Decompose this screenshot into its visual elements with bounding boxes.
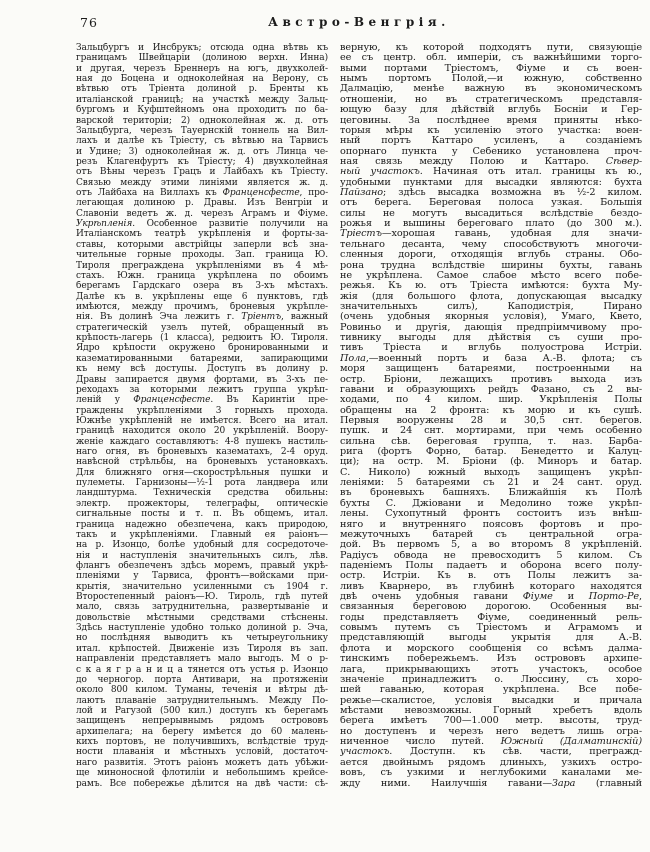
text-line: режье—скалистое, условія высадки и причала [340,695,642,706]
text-line: сильна сѣв. береговая группа, т. наз. Барба- [340,436,642,447]
text-line: двѣ очень удобныя гавани Фіуме и Порто-Ре, [340,592,642,603]
text-line: вѣтвью отъ Тріента долиной р. Бренты къ [76,84,328,95]
text-line: няго и внутренняго поясовъ фортовъ и про- [340,519,642,530]
text-line: удобными пунктами для высадки являются: бухта [340,177,642,188]
text-line: значительныхъ силъ), Каподистрія, Пирано [340,301,642,312]
text-line: верную, къ которой подходятъ пути, связующіе [340,43,642,53]
text-line: лены. Сухопутный фронтъ состоитъ изъ внѣш- [340,509,642,520]
text-line: представляющій выгоды укрытія для А.-В. [340,633,642,644]
text-line: леній у Франценсфесте. Въ Каринтіи пре- [76,395,328,406]
text-line: Пола,—военный портъ и база А.-В. флота; съ [340,353,642,364]
text-line: Италіанскомъ театрѣ укрѣпленія и форты-за- [76,229,328,240]
text-line: шей гаванью, которая укрѣплена. Все побе- [340,685,642,696]
text-line: паденіемъ Полы падаетъ и оборона всего полу- [340,560,642,571]
text-line: довольствіе мѣстными средствами стѣснены. [76,612,328,623]
text-line: Укрѣпленія. Особенное развитіе получили на [76,219,328,230]
left-column [76,43,328,789]
text-line: дой. Въ первомъ 5, а во второмъ 8 укрѣпленій. [340,540,642,551]
text-line: ный портъ Каттаро усиленъ, а созданіемъ [340,136,642,147]
text-line: стахъ. Южн. граница укрѣплена по обоимъ [76,270,328,281]
text-line: рожья и вышины береговаго плато (до 300 м.). [340,219,642,230]
text-line: отъ Вѣны черезъ Грацъ и Лайбахъ къ Тріесту. [76,167,328,178]
text-line: италіанской границѣ; на участкѣ между Зальц- [76,94,328,105]
text-line: около 800 килом. Туманы, теченія и вѣтры дѣ- [76,685,328,696]
text-line: ный участокъ. Начиная отъ итал. границы къ ю., [340,167,642,178]
text-line: рамъ. Все побережье дѣлится на двѣ части: сѣ- [76,778,328,789]
text-line: ниченное число путей. Южный (Далматинскій) [340,737,642,748]
text-line: наго огня, въ броневыхъ казематахъ, 2-4 оруд. [76,447,328,458]
text-line: навѣсной стрѣльбы, на броневыхъ установкахъ. [76,457,328,468]
text-line: моря защищенъ батареями, построенными на [340,364,642,375]
text-line: Тріестъ—хорошая гавань, удобная для значи- [340,229,642,240]
text-line: сленныя дороги, отходящія вглубь страны. Обо- [340,250,642,261]
text-line: крытія, значительно усиленными съ 1904 г. [76,581,328,592]
text-line: режья. Къ ю. отъ Тріеста имѣются: бухта Му- [340,281,642,292]
text-line: жду ними. Наилучшія гавани—Зара (главный [340,778,642,789]
text-line: С. Николо) южный выходъ защищенъ укрѣп- [340,467,642,478]
text-line: стратегическій узелъ путей, обращенный въ [76,322,328,333]
text-line: пулеметы. Гарнизоны—½-1 рота ландвера или [76,478,328,489]
text-line: гавани и образующихъ рейдъ Фазано, съ 2 вы- [340,384,642,395]
text-line: берега имѣетъ 700—1.000 метр. высоты, труд- [340,716,642,727]
text-line: тивнику выгоды для дѣйствія съ суши про- [340,333,642,344]
text-line: такъ и укрѣпленіями. Главный ея раіонъ— [76,529,328,540]
text-line: межуточныхъ батарей съ центральной огра- [340,529,642,540]
text-line: граждены укрѣпленіями 3 горныхъ прохода. [76,405,328,416]
text-line: бухты С. Джіовани и Медолино тоже укрѣп- [340,498,642,509]
text-line: ландштурма. Техническія средства обильны: [76,488,328,499]
text-line: выми портами Тріестомъ, Фіуме и съ воен- [340,63,642,74]
text-line: отношеніи, но въ стратегическомъ представля- [340,94,642,105]
text-line: леніями: 5 батареями съ 21 и 24 сант. оруд. [340,478,642,489]
text-line: Первыя вооружены 28 и 30,5 снт. берегов. [340,415,642,426]
text-line: Далѣе къ в. укрѣплены еще 6 пунктовъ, гдѣ [76,291,328,302]
text-line: электр. прожекторы, телеграфы, оптическіе [76,498,328,509]
text-line: совымъ путемъ съ Тріестомъ и Аграмомъ и [340,623,642,634]
text-line: до черногор. порта Антивари, на протяженіи [76,674,328,685]
text-line: имѣются, между прочимъ, броневыя укрѣпле- [76,301,328,312]
text-line: нымъ портомъ Полой,—и южную, собственно [340,74,642,85]
text-line: цеговины. За послѣднее время приняты нѣко- [340,115,642,126]
text-line: пленіями у Тарвиса, фронтъ—войсками при- [76,571,328,582]
text-line: берегамъ Гардскаго озера въ 3-хъ мѣстахъ. [76,281,328,292]
text-line: ее съ центр. обл. имперіи, съ важнѣйшими торго- [340,53,642,64]
text-line: тивъ Тріеста и вглубь полуострова Истріи. [340,343,642,354]
text-line: флангъ обезпеченъ здѣсь моремъ, правый укрѣ- [76,560,328,571]
text-line: лага, прикрывающихъ этотъ участокъ, особое [340,664,642,675]
text-line: участокъ. Доступн. къ сѣв. части, прегражд- [340,747,642,758]
text-line: бургомъ и Куфштейномъ она проходитъ по ба- [76,105,328,116]
text-line: отъ берега. Береговая полоса узкая. Большія [340,198,642,209]
text-line: защищенъ непрерывнымъ рядомъ острововъ [76,716,328,727]
text-line: мѣстами невозможны. Горный хребетъ вдоль [340,706,642,716]
text-line: ности плаванія и мѣстныхъ условій, достаточ- [76,747,328,758]
text-line: силы не могутъ высадиться вслѣдствіе бездо- [340,208,642,219]
text-line: пушк. и 24 снт. мортирами, при чемъ особенно [340,426,642,437]
text-line: лой и Рагузой (500 кил.) доступъ къ берегамъ [76,706,328,716]
text-line: кихъ портовъ, не получившихъ, вслѣдствіе труд- [76,737,328,748]
text-line: мало, связь затруднительна, развертываніе и [76,602,328,613]
text-line: границѣ находится около 20 укрѣпленій. Воору- [76,426,328,437]
text-line: женіе каждаго составляютъ: 4-8 пушекъ настиль- [76,436,328,447]
text-line: ная связь между Полою и Каттаро. Сѣвер- [340,156,642,167]
text-line: Ровиньо и другія, дающія предпріимчивому про- [340,322,642,333]
text-line: тинскимъ побережьемъ. Изъ острововъ архипе- [340,654,642,665]
text-line: Второстепенный раіонъ—Ю. Тироль, гдѣ путей [76,592,328,603]
text-line: опорнаго пункта у Себенико установлена проч- [340,146,642,157]
text-line: чительные горные проходы. Зап. граница Ю. [76,250,328,261]
text-line: сигнальные посты и т. п. Въ общемъ, итал. [76,509,328,520]
text-line: граница надежно обезпечена, какъ природою, [76,519,328,530]
text-line: с к а я г р а н и ц а тянется отъ устья р. Изонцо [76,664,328,675]
text-line: варской територіи; 2) одноколейная ж. д. отъ [76,115,328,126]
text-line: Славоніи ведетъ ж. д. черезъ Аграмъ и Фіуме. [76,208,328,219]
text-line: рона трудна вслѣдствіе ширины бухты, гавань [340,260,642,271]
text-line: жія (для большого флота, допускающая высадку [340,291,642,302]
text-line: казематированными батареями, запирающими [76,353,328,364]
text-line: архипелага; на берегу имѣется до 60 малень- [76,726,328,737]
text-line: лахъ и далѣе къ Тріесту, съ вѣтвью на Тарвисъ [76,136,328,147]
text-line: Южнѣе укрѣпленій не имѣется. Всего на итал. [76,415,328,426]
text-line: ходами, по 4 килом. шир. Укрѣпленія Полы [340,395,642,406]
text-line: къ нему всѣ доступы. Доступъ въ долину р. [76,364,328,375]
text-line: Зальцбургъ и Инсбрукъ; отсюда одна вѣтвь къ [76,43,328,53]
text-line: ци); на остр. М. Бріони (ф. Миноръ и батар. [340,457,642,468]
text-line: направленіи представляетъ мало выгодъ. М о р- [76,654,328,665]
text-line: Зальцбурга, черезъ Тауернскій тоннель на Вил- [76,125,328,136]
text-line: флота и морского сообщенія со всѣмъ далма- [340,643,642,654]
text-line: ливъ Кварнеро, въ глубинѣ котораго находятся [340,581,642,592]
right-column [340,43,642,789]
text-line: Здѣсь наступленіе удобно только долиной р. Эча, [76,623,328,634]
text-line: и другая, черезъ Бреннеръ на югъ, двухколей- [76,63,328,74]
text-line: но доступенъ и черезъ него ведетъ лишь огра- [340,726,642,737]
text-line: ная до Боцена и одноколейная на Верону, съ [76,74,328,85]
text-line: но послѣдняя выводитъ къ четыреугольнику [76,633,328,644]
text-line: границамъ Швейцаріи (долиною верхн. Инна) [76,53,328,64]
text-line: Дравы запирается двумя фортами, въ 3-хъ пе- [76,374,328,385]
text-line: и Удине; 3) одноколейная ж. д. отъ Линца че- [76,146,328,157]
text-line: вовъ, съ узкими и неглубокими каналами ме- [340,768,642,779]
page-number: 76 [80,15,98,30]
page-title: Австро-Венгрія. [268,15,450,29]
text-line: нія и наступленія значительныхъ силъ, лѣв. [76,550,328,561]
text-line: нія. Въ долинѣ Эча лежитъ г. Тріентъ, важный [76,312,328,323]
text-line: итал. крѣпостей. Движеніе изъ Тироля въ зап. [76,643,328,654]
text-line: Для ближняго огня—скорострѣльныя пушки и [76,467,328,478]
text-line: тельнаго десанта, чему способствуютъ многочи- [340,239,642,250]
text-line: Ядро крѣпости окружено бронированными и [76,343,328,354]
text-line: связанныя береговою дорогою. Особенныя вы- [340,602,642,613]
text-line: ставы, которыми австрійцы заперли всѣ зна- [76,239,328,250]
text-line: наго развитія. Этотъ раіонъ можетъ дать убѣжи- [76,757,328,768]
text-line: реходахъ за которыми лежитъ группа укрѣп- [76,384,328,395]
text-line: годы представляетъ Фіуме, соединенный рель- [340,612,642,623]
text-line: остр. Истріи. Къ в. отъ Полы лежитъ за- [340,571,642,582]
text-line: въ броневыхъ башняхъ. Ближайшія къ Полѣ [340,488,642,499]
text-line: (очень удобныя якорныя условія), Умаго, Квето, [340,312,642,323]
text-line: не укрѣплена. Самое слабое мѣсто всего побе- [340,270,642,281]
text-line: крѣпость-лагерь (1 класса), редюитъ Ю. Тироля. [76,333,328,344]
text-line: легающая долиною р. Дравы. Изъ Венгріи и [76,198,328,209]
text-line: лаютъ плаваніе затруднительнымъ. Между По- [76,695,328,706]
text-line: ще миноносной флотиліи и небольшимъ крейсе- [76,768,328,779]
text-line: ющую базу для дѣйствій вглубь Босніи и Гер- [340,105,642,116]
text-line: остр. Бріони, лежащихъ противъ выхода изъ [340,374,642,385]
text-line: значеніе принадлежитъ о. Люссину, съ хоро- [340,674,642,685]
text-line: ается двойнымъ рядомъ длиныхъ, узкихъ остро- [340,757,642,768]
text-line: Связью между этими линіями является ж. д. [76,177,328,188]
text-line: обращены на 2 фронта: къ морю и къ сушѣ. [340,405,642,416]
text-line: торыя мѣры къ усиленію этого участка: воен- [340,125,642,136]
text-line: Тироля преграждена укрѣпленіями въ 4 мѣ- [76,260,328,271]
text-line: рига (фортъ Форно, батар. Бенедетто и Калуц- [340,447,642,458]
text-line: резъ Клагенфуртъ къ Тріесту; 4) двухколейная [76,156,328,167]
text-line: Далмацію, менѣе важную въ экономическомъ [340,84,642,95]
text-line: Пайзано; здѣсь высадка возможна въ ½-2 килом. [340,188,642,199]
text-line: отъ Лайбаха на Виллахъ къ Франценсфесте, про- [76,188,328,199]
text-line: на р. Изонцо, болѣе удобный для сосредоточе- [76,540,328,551]
text-line: Радіусъ обвода не превосходитъ 5 килом. Съ [340,550,642,561]
